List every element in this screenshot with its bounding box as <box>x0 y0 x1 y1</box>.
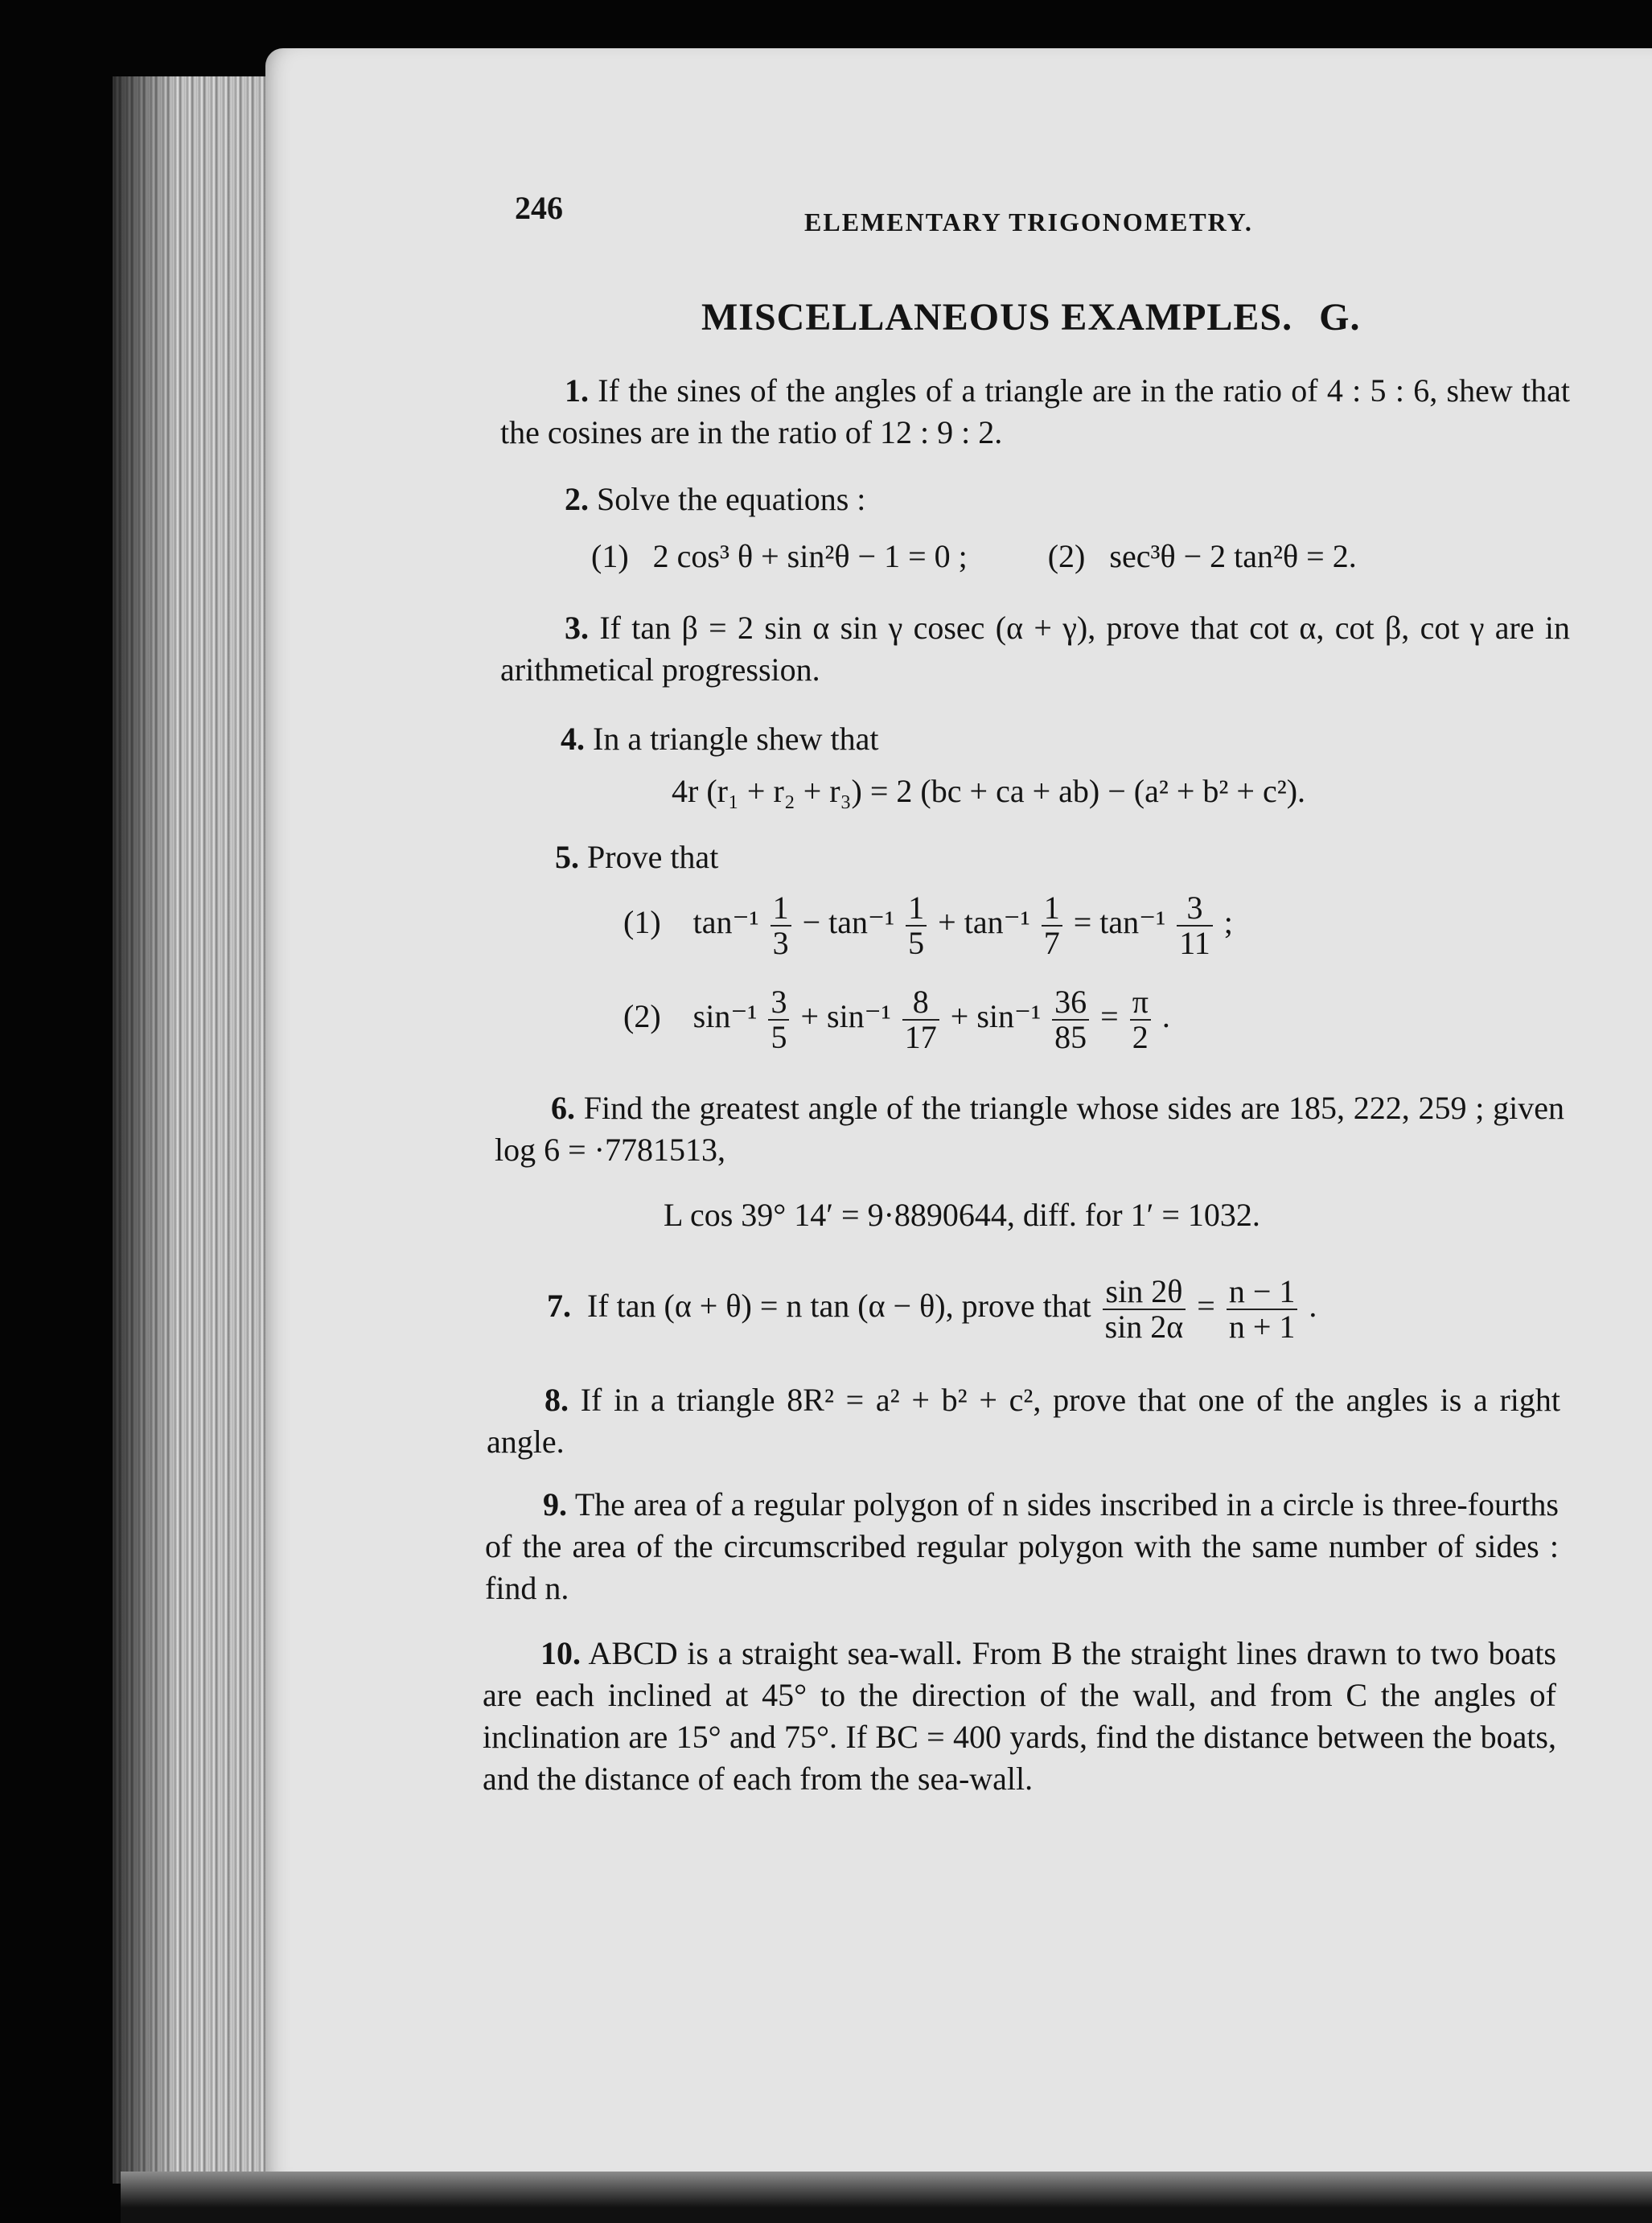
example-number: 6. <box>551 1090 575 1126</box>
example-4-formula: 4r (r₁ + r₂ + r₃) = 2 (bc + ca + ab) − (a² + b² + c²). <box>672 773 1306 809</box>
example-6 <box>495 1087 1564 1171</box>
scan-bottom-edge <box>121 2172 1652 2223</box>
example-text: The area of a regular polygon of n sides inscribed in a circle is three-fourths of the area of the circumscribed regular polygon with the same number of sides : find n. <box>485 1486 1559 1606</box>
example-2 <box>565 479 1570 520</box>
example-number: 10. <box>540 1635 581 1671</box>
example-8 <box>487 1379 1560 1463</box>
example-3 <box>500 607 1570 691</box>
operator: = <box>1197 1288 1215 1325</box>
example-text: Prove that <box>587 839 719 875</box>
fraction: $\frac{3}{5}$ <box>768 985 789 1054</box>
fraction: $\frac{8}{17}$ <box>902 985 939 1054</box>
section-title-text: MISCELLANEOUS EXAMPLES. <box>701 296 1293 339</box>
example-5-part-2 <box>623 985 1170 1054</box>
example-7 <box>547 1275 1317 1344</box>
example-number: 8. <box>545 1382 569 1418</box>
example-text: If in a triangle 8R² = a² + b² + c², prove that one of the angles is a right angle. <box>487 1382 1561 1460</box>
equation-label: (2) <box>1047 538 1086 574</box>
section-title <box>701 295 1360 339</box>
binding-shadow <box>113 76 177 2184</box>
fraction: $\frac{1}{3}$ <box>771 891 791 960</box>
section-letter: G. <box>1319 296 1361 339</box>
fraction: $\frac{\pi}{2}$ <box>1130 985 1151 1054</box>
fraction: $\frac{1}{7}$ <box>1042 891 1062 960</box>
example-number: 2. <box>565 481 589 517</box>
equation-label: (1) <box>591 538 629 574</box>
fraction: $\frac{n - 1}{n + 1}$ <box>1227 1275 1298 1344</box>
example-6-formula: L cos 39° 14′ = 9·8890644, diff. for 1′ = 1032. <box>664 1197 1260 1233</box>
example-5-part-1 <box>623 891 1233 960</box>
example-number: 9. <box>543 1486 567 1522</box>
example-text: ABCD is a straight sea-wall. From B the straight lines drawn to two boats are each inclined at 45° to the direction of the wall, and from C the angles of inclination are 15° and 75°. If BC = 400 yards, find the distance between the boats, and the distance of each from the sea-wall. <box>483 1635 1556 1797</box>
example-5 <box>555 836 1560 878</box>
equation-label: (1) <box>623 904 661 941</box>
page-number: 246 <box>515 190 563 226</box>
example-9 <box>485 1484 1559 1609</box>
inverse-tan: tan⁻¹ <box>692 904 759 941</box>
fraction: $\frac{\sin 2\theta}{\sin 2\alpha}$ <box>1103 1275 1186 1344</box>
punctuation: . <box>1161 998 1170 1035</box>
example-number: 4. <box>561 721 585 757</box>
operator: = <box>1100 998 1119 1035</box>
example-4 <box>561 718 1566 760</box>
punctuation: . <box>1309 1288 1317 1325</box>
example-number: 1. <box>565 372 589 409</box>
example-number: 5. <box>555 839 579 875</box>
example-text: If tan (α + θ) = n tan (α − θ), prove that <box>587 1288 1091 1325</box>
operator: + sin⁻¹ <box>800 998 891 1035</box>
example-text: Find the greatest angle of the triangle whose sides are 185, 222, 259 ; given log 6 = ·7781513, <box>495 1090 1565 1168</box>
fraction: $\frac{1}{5}$ <box>906 891 927 960</box>
example-text: In a triangle shew that <box>593 721 879 757</box>
operator: = tan⁻¹ <box>1073 904 1166 941</box>
operator: + sin⁻¹ <box>950 998 1042 1035</box>
example-number: 7. <box>547 1288 571 1325</box>
punctuation: ; <box>1223 904 1233 941</box>
running-title: ELEMENTARY TRIGONOMETRY. <box>804 208 1253 236</box>
fraction: $\frac{3}{11}$ <box>1177 891 1213 960</box>
operator: − tan⁻¹ <box>802 904 895 941</box>
example-number: 3. <box>565 610 589 646</box>
inverse-sin: sin⁻¹ <box>692 998 758 1035</box>
equation: 2 cos³ θ + sin²θ − 1 = 0 ; <box>652 538 968 574</box>
operator: + tan⁻¹ <box>938 904 1030 941</box>
example-2-equations <box>591 537 1357 575</box>
example-10 <box>483 1633 1556 1800</box>
equation-label: (2) <box>623 998 661 1035</box>
example-text: If the sines of the angles of a triangle are in the ratio of 4 : 5 : 6, shew that the cosines are in the ratio of 12 : 9 : 2. <box>500 372 1571 450</box>
example-text: Solve the equations : <box>597 481 866 517</box>
example-text: If tan β = 2 sin α sin γ cosec (α + γ), prove that cot α, cot β, cot γ are in arithmetical progression. <box>500 610 1571 688</box>
fraction: $\frac{36}{85}$ <box>1052 985 1089 1054</box>
example-1 <box>500 370 1570 454</box>
equation: sec³θ − 2 tan²θ = 2. <box>1109 538 1357 574</box>
